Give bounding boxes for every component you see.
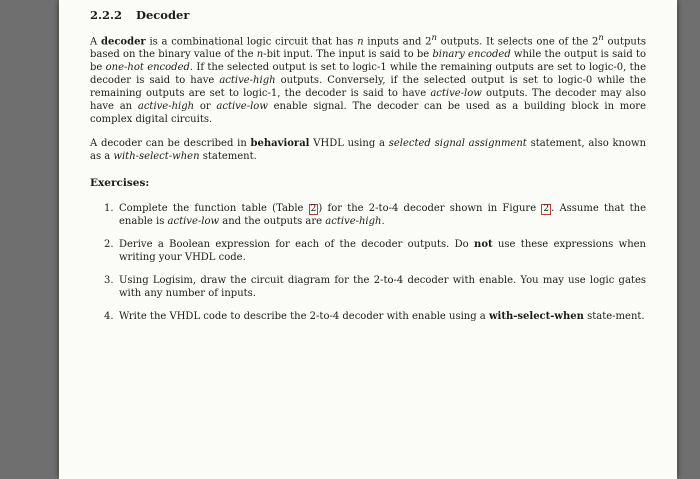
exercises-heading: Exercises: xyxy=(90,177,150,190)
document-page xyxy=(59,0,677,479)
section-title: Decoder xyxy=(136,8,190,22)
exercise-item-4: 4. Write the VHDL code to describe the 2-to-4 decoder with enable using a with-select-when state-ment. xyxy=(104,311,645,323)
exercise-item-3: 3. Using Logisim, draw the circuit diagram for the 2-to-4 decoder with enable. You may use logic gates with any number of inputs. xyxy=(104,275,646,300)
vhdl-description-paragraph: A decoder can be described in behavioral VHDL using a selected signal assignment statement, also known as a with-select-when statement. xyxy=(90,138,647,163)
decoder-definition-paragraph: A decoder is a combinational logic circuit that has n inputs and 2$^n$ outputs. It selects one of the 2$^n$ outputs based on the binary value of the n-bit input. The input is said to be binary encoded while the output is said to be one-hot encoded. If the selected output is set to logic-1 while the remaining outputs are set to logic-0, the decoder is said to have active-high outputs. Conversely, if the selected output is set to logic-0 while the remaining outputs are set to logic-1, the decoder is said to have active-low outputs. The decoder may also have an active-high or active-low enable signal. The decoder can be used as a building block in more complex digital circuits. xyxy=(90,32,647,126)
table-reference-link[interactable]: 2 xyxy=(310,204,317,215)
figure-reference-link[interactable]: 2 xyxy=(543,204,550,215)
exercise-item-2: 2. Derive a Boolean expression for each of the decoder outputs. Do not use these expressions when writing your VHDL code. xyxy=(104,239,646,264)
section-heading xyxy=(90,8,646,22)
page-content xyxy=(90,8,646,333)
exercise-item-1: 1. Complete the function table (Table 2 ) for the 2-to-4 decoder shown in Figure 2 . Assume that the enable is active-low and the outputs are active-high. xyxy=(104,203,647,228)
section-number: 2.2.2 xyxy=(90,8,123,22)
exercise-list xyxy=(90,202,646,323)
